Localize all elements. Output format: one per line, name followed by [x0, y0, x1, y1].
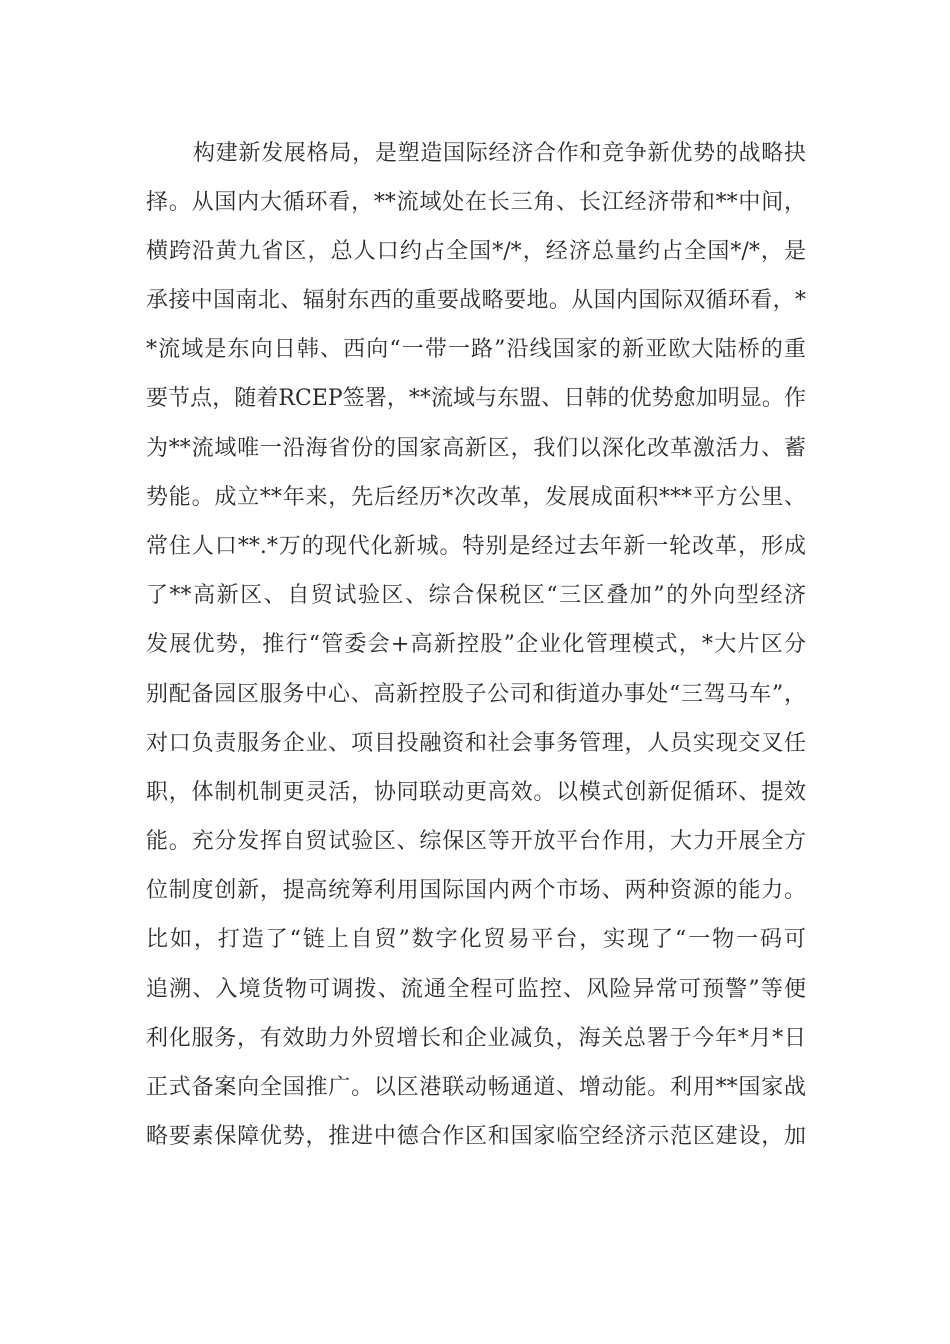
paragraph-line: 对口负责服务企业、项目投融资和社会事务管理，人员实现交叉任 — [146, 731, 806, 756]
paragraph-line: 追溯、入境货物可调拨、流通全程可监控、风险异常可预警”等便 — [146, 977, 806, 1002]
paragraph-line: 常住人口**.*万的现代化新城。特别是经过去年新一轮改革，形成 — [146, 534, 806, 559]
paragraph-line: 发展优势，推行“管委会+高新控股”企业化管理模式，*大片区分 — [146, 632, 806, 657]
paragraph-line: 构建新发展格局，是塑造国际经济合作和竞争新优势的战略抉 — [193, 141, 806, 166]
paragraph-line: *流域是东向日韩、西向“一带一路”沿线国家的新亚欧大陆桥的重 — [146, 337, 806, 362]
paragraph-line: 势能。成立**年来，先后经历*次改革，发展成面积***平方公里、 — [146, 485, 806, 510]
paragraph-line: 位制度创新，提高统筹利用国际国内两个市场、两种资源的能力。 — [146, 878, 806, 903]
paragraph-line: 比如，打造了“链上自贸”数字化贸易平台，实现了“一物一码可 — [146, 927, 806, 952]
paragraph-line: 别配备园区服务中心、高新控股子公司和街道办事处“三驾马车”， — [146, 682, 806, 707]
paragraph-line: 职，体制机制更灵活，协同联动更高效。以模式创新促循环、提效 — [146, 780, 806, 805]
paragraph-line: 正式备案向全国推广。以区港联动畅通道、增动能。利用**国家战 — [146, 1075, 806, 1100]
paragraph-line: 利化服务，有效助力外贸增长和企业减负，海关总署于今年*月*日 — [146, 1026, 806, 1051]
paragraph-line: 略要素保障优势，推进中德合作区和国家临空经济示范区建设，加 — [146, 1124, 806, 1149]
paragraph-line: 择。从国内大循环看，**流域处在长三角、长江经济带和**中间， — [146, 190, 806, 215]
paragraph-line: 横跨沿黄九省区，总人口约占全国*/*，经济总量约占全国*/*，是 — [146, 239, 806, 264]
paragraph-line: 了**高新区、自贸试验区、综合保税区“三区叠加”的外向型经济 — [146, 583, 806, 608]
paragraph-line: 要节点，随着RCEP签署，**流域与东盟、日韩的优势愈加明显。作 — [146, 386, 806, 411]
paragraph-line: 为**流域唯一沿海省份的国家高新区，我们以深化改革激活力、蓄 — [146, 436, 806, 461]
paragraph-line: 能。充分发挥自贸试验区、综保区等开放平台作用，大力开展全方 — [146, 829, 806, 854]
paragraph-line: 承接中国南北、辐射东西的重要战略要地。从国内国际双循环看，* — [146, 288, 806, 313]
